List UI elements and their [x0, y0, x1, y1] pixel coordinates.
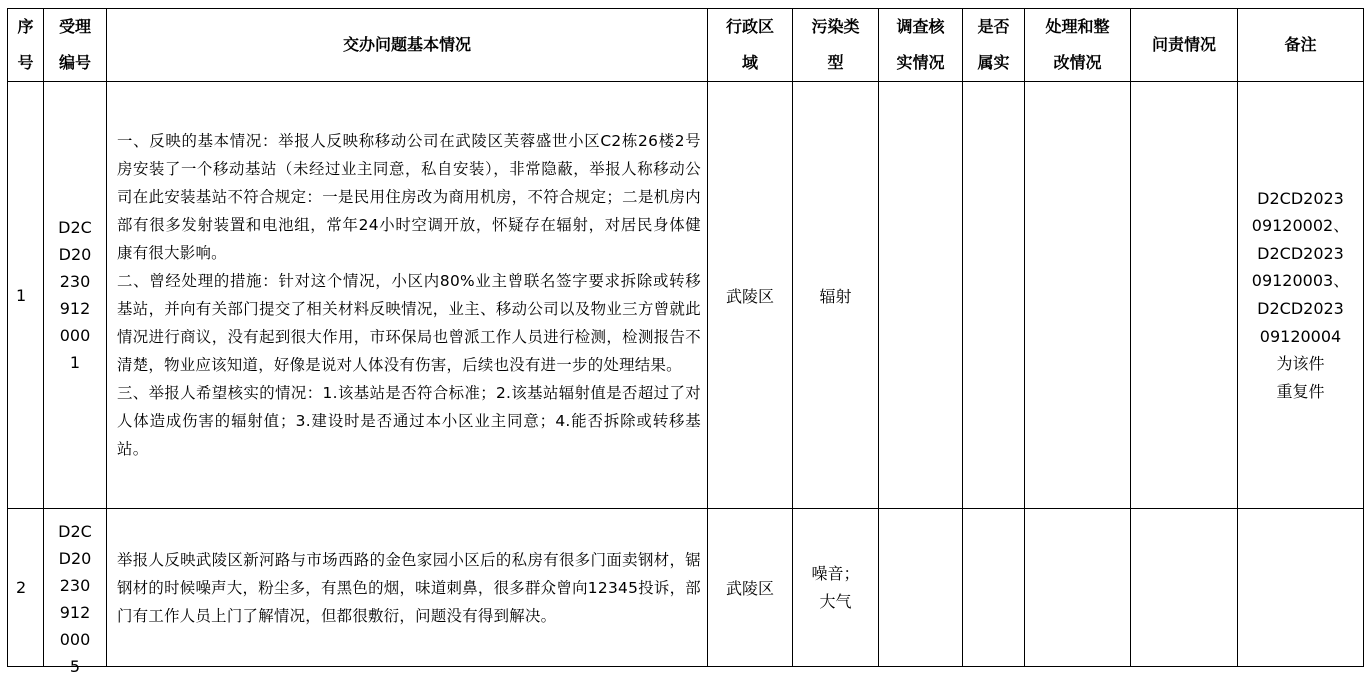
row-no: 2 — [8, 509, 44, 667]
header-pollution: 污染类 型 — [793, 9, 879, 82]
row-accountability — [1131, 82, 1238, 509]
header-row — [8, 9, 1364, 82]
row-verify — [879, 509, 963, 667]
row-remark: D2CD2023 09120002、 D2CD2023 09120003、 D2CD2023 09120004 为该件 重复件 — [1238, 82, 1364, 509]
header-is-true: 是否 属实 — [963, 9, 1025, 82]
row-id-clip: D2C D20 230 912 000 5 — [58, 521, 92, 676]
header-district: 行政区 域 — [708, 9, 793, 82]
header-handling: 处理和整 改情况 — [1025, 9, 1131, 82]
row-pollution: 噪音； 大气 — [793, 509, 879, 667]
row-remark — [1238, 509, 1364, 667]
row-handling — [1025, 82, 1131, 509]
header-accountability: 问责情况 — [1131, 9, 1238, 82]
row-pollution: 辐射 — [793, 82, 879, 509]
row-district: 武陵区 — [708, 509, 793, 667]
row-desc: 举报人反映武陵区新河路与市场西路的金色家园小区后的私房有很多门面卖钢材，锯钢材的时候噪声大，粉尘多，有黑色的烟，味道刺鼻，很多群众曾向12345投诉，部门有工作人员上门了解情况，但都很敷衍，问题没有得到解决。 — [107, 509, 708, 667]
row-handling — [1025, 509, 1131, 667]
row-verify — [879, 82, 963, 509]
row-is-true — [963, 509, 1025, 667]
row-is-true — [963, 82, 1025, 509]
row-id: D2C D20 230 912 000 1 — [44, 82, 107, 509]
row-accountability — [1131, 509, 1238, 667]
row-id — [44, 509, 107, 676]
row-desc: 一、反映的基本情况：举报人反映称移动公司在武陵区芙蓉盛世小区C2栋26楼2号房安装了一个移动基站（未经过业主同意，私自安装），非常隐蔽，举报人称移动公司在此安装基站不符合规定：一是民用住房改为商用机房，不符合规定；二是机房内部有很多发射装置和电池组，常年24小时空调开放，怀疑存在辐射，对居民身体健康有很大影响。 二、曾经处理的措施：针对这个情况，小区内80%业主曾联名签字要求拆除或转移基站，并向有关部门提交了相关材料反映情况，业主、移动公司以及物业三方曾就此情况进行商议，没有起到很大作用，市环保局也曾派工作人员进行检测，检测报告不清楚，物业应该知道，好像是说对人体没有伤害，后续也没有进一步的处理结果。 三、举报人希望核实的情况：1.该基站是否符合标准；2.该基站辐射值是否超过了对人体造成伤害的辐射值；3.建设时是否通过本小区业主同意；4.能否拆除或转移基站。 — [107, 82, 708, 509]
row-district: 武陵区 — [708, 82, 793, 509]
table-row — [8, 509, 1364, 667]
table-row — [8, 82, 1364, 509]
complaint-table — [7, 8, 1364, 676]
header-id: 受理 编号 — [44, 9, 107, 82]
header-verify: 调查核 实情况 — [879, 9, 963, 82]
header-no: 序 号 — [8, 9, 44, 82]
header-remark: 备注 — [1238, 9, 1364, 82]
row-no: 1 — [8, 82, 44, 509]
header-desc: 交办问题基本情况 — [107, 9, 708, 82]
